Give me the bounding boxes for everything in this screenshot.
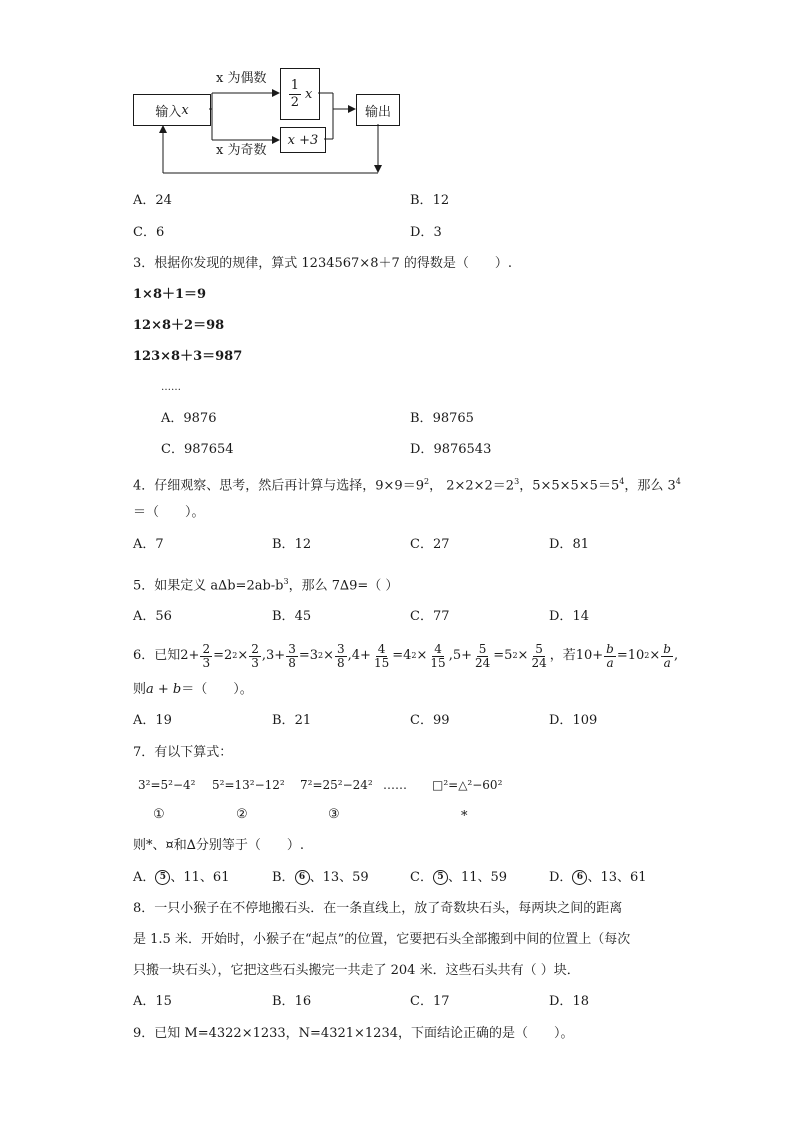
output-box: 输出: [356, 94, 400, 126]
even-label: x 为偶数: [216, 71, 267, 86]
q7-marker-1: ①: [153, 807, 165, 822]
q7-stem: 7．有以下算式：: [133, 745, 233, 760]
circled-number-icon: 6: [572, 870, 587, 885]
q4-stem-line-1: 4．仔细观察、思考，然后再计算与选择，$9\times 9=9^2$， $2\times 2\times 2=2^3$，$5\times 5\times 5\times 5=5^4$，那么 $3^4$: [133, 477, 681, 494]
q4-option-a[interactable]: A．7: [133, 537, 164, 552]
plus3-box: x +3: [280, 127, 326, 153]
q3-option-a[interactable]: A．9876: [161, 411, 217, 426]
q3-line-1: 1×8＋1＝9: [133, 287, 207, 302]
q6-formula: 2+ $\frac{2}{3}$ =2 2 × $\frac{2}{3}$ ,3+ $\frac{3}{8}$ =3 2 × $\frac{3}{8}$ ,4+ $\frac{4}{15}$ =4 2 × $\frac{4}{15}$ ,5+ $\frac{5}{24}$ =5 2 × $\frac{5}{24}$: [180, 641, 547, 670]
q4-option-b[interactable]: B．12: [272, 537, 312, 552]
q8-stem-line-1: 8．一只小猴子在不停地搬石头．在一条直线上，放了奇数块石头，每两块之间的距离: [133, 901, 623, 916]
q7-formula-2: 5²=13²−12²: [212, 778, 285, 792]
q8-option-a[interactable]: A．15: [133, 994, 172, 1009]
q3-ellipsis: ……: [161, 382, 181, 393]
q6-condition: 10+ $\frac{b}{a}$ =10 2 × $\frac{b}{a}$ ,: [575, 641, 679, 670]
q3-stem: 3．根据你发现的规律，算式 1234567×8＋7 的得数是（ ）.: [133, 256, 512, 271]
q8-option-b[interactable]: B．16: [272, 994, 312, 1009]
half-denominator: 2: [290, 94, 299, 110]
q3-line-2: 12×8＋2＝98: [133, 318, 225, 333]
q4-option-d[interactable]: D．81: [549, 537, 589, 552]
q5-option-b[interactable]: B．45: [272, 609, 312, 624]
q7-question: 则*、¤和∆分别等于（ ）.: [133, 838, 304, 853]
q8-stem-line-3: 只搬一块石头），它把这些石头搬完一共走了 204 米．这些石头共有（ ）块．: [133, 963, 580, 978]
q6-option-b[interactable]: B．21: [272, 713, 312, 728]
q2-option-c[interactable]: C．6: [133, 225, 165, 240]
q3-option-b[interactable]: B．98765: [410, 411, 474, 426]
q3-option-d[interactable]: D．9876543: [410, 442, 492, 457]
q8-option-d[interactable]: D．18: [549, 994, 589, 1009]
q6-option-d[interactable]: D．109: [549, 713, 598, 728]
q4-stem-line-2: ＝（ ）。: [133, 505, 205, 520]
q7-formula-4: □²=△²−60²: [432, 778, 503, 792]
input-box-label: 输入: [155, 104, 182, 120]
q7-marker-4: *: [461, 809, 468, 824]
q7-option-a[interactable]: A． 5 、11、61: [133, 870, 230, 885]
circled-number-icon: 5: [155, 870, 170, 885]
q6-stem-line-2: 则a + b＝（ ）。: [133, 682, 253, 697]
q6-option-a[interactable]: A．19: [133, 713, 172, 728]
half-numerator: 1: [290, 77, 299, 93]
circled-number-icon: 5: [433, 870, 448, 885]
q7-dots: ……: [383, 778, 407, 792]
q2-option-a[interactable]: A．24: [133, 193, 172, 208]
diagram-arrows: [0, 0, 794, 200]
odd-label: x 为奇数: [216, 143, 267, 158]
q2-option-d[interactable]: D．3: [410, 225, 442, 240]
q5-stem: 5．如果定义 $a\Delta b=2ab-b^3$，那么 7∆9=（ ）: [133, 577, 399, 594]
q3-option-c[interactable]: C．987654: [161, 442, 234, 457]
half-var: x: [304, 86, 313, 102]
q2-option-b[interactable]: B．12: [410, 193, 450, 208]
input-box-var: x: [181, 102, 189, 118]
q3-line-3: 123×8＋3＝987: [133, 349, 243, 364]
q7-option-d[interactable]: D． 6 、13、61: [549, 870, 647, 885]
q5-option-d[interactable]: D．14: [549, 609, 589, 624]
q8-option-c[interactable]: C．17: [410, 994, 450, 1009]
q5-option-c[interactable]: C．77: [410, 609, 450, 624]
q7-formula-3: 7²=25²−24²: [300, 778, 373, 792]
q4-option-c[interactable]: C．27: [410, 537, 450, 552]
q7-marker-2: ②: [236, 807, 248, 822]
q8-stem-line-2: 是 1.5 米．开始时，小猴子在“起点”的位置，它要把石头全部搬到中间的位置上（每次: [133, 932, 631, 947]
q5-option-a[interactable]: A．56: [133, 609, 172, 624]
q7-option-c[interactable]: C． 5 、11、59: [410, 870, 508, 885]
q7-option-b[interactable]: B． 6 、13、59: [272, 870, 369, 885]
q7-formula-1: 3²=5²−4²: [138, 778, 196, 792]
q7-marker-3: ③: [328, 807, 340, 822]
q6-option-c[interactable]: C．99: [410, 713, 450, 728]
circled-number-icon: 6: [295, 870, 310, 885]
q6-stem-line-1: 6．已知 2+ $\frac{2}{3}$ =2 2 × $\frac{2}{3}$ ,3+ $\frac{3}{8}$ =3 2 × $\frac{3}{8}$ ,4+ $\frac{4}{15}$ =4 2 × $\frac{4}{15}$ ,5+ $\frac{5}{24}$ =5 2 × $\frac{5}{24}$ ，若 10+ $\frac{b}{a}$ =10 2 × $\frac{b}{a}$ ,: [133, 641, 679, 670]
q9-stem: 9．已知 M=4322×1233，N=4321×1234，下面结论正确的是（ ）。: [133, 1026, 574, 1041]
